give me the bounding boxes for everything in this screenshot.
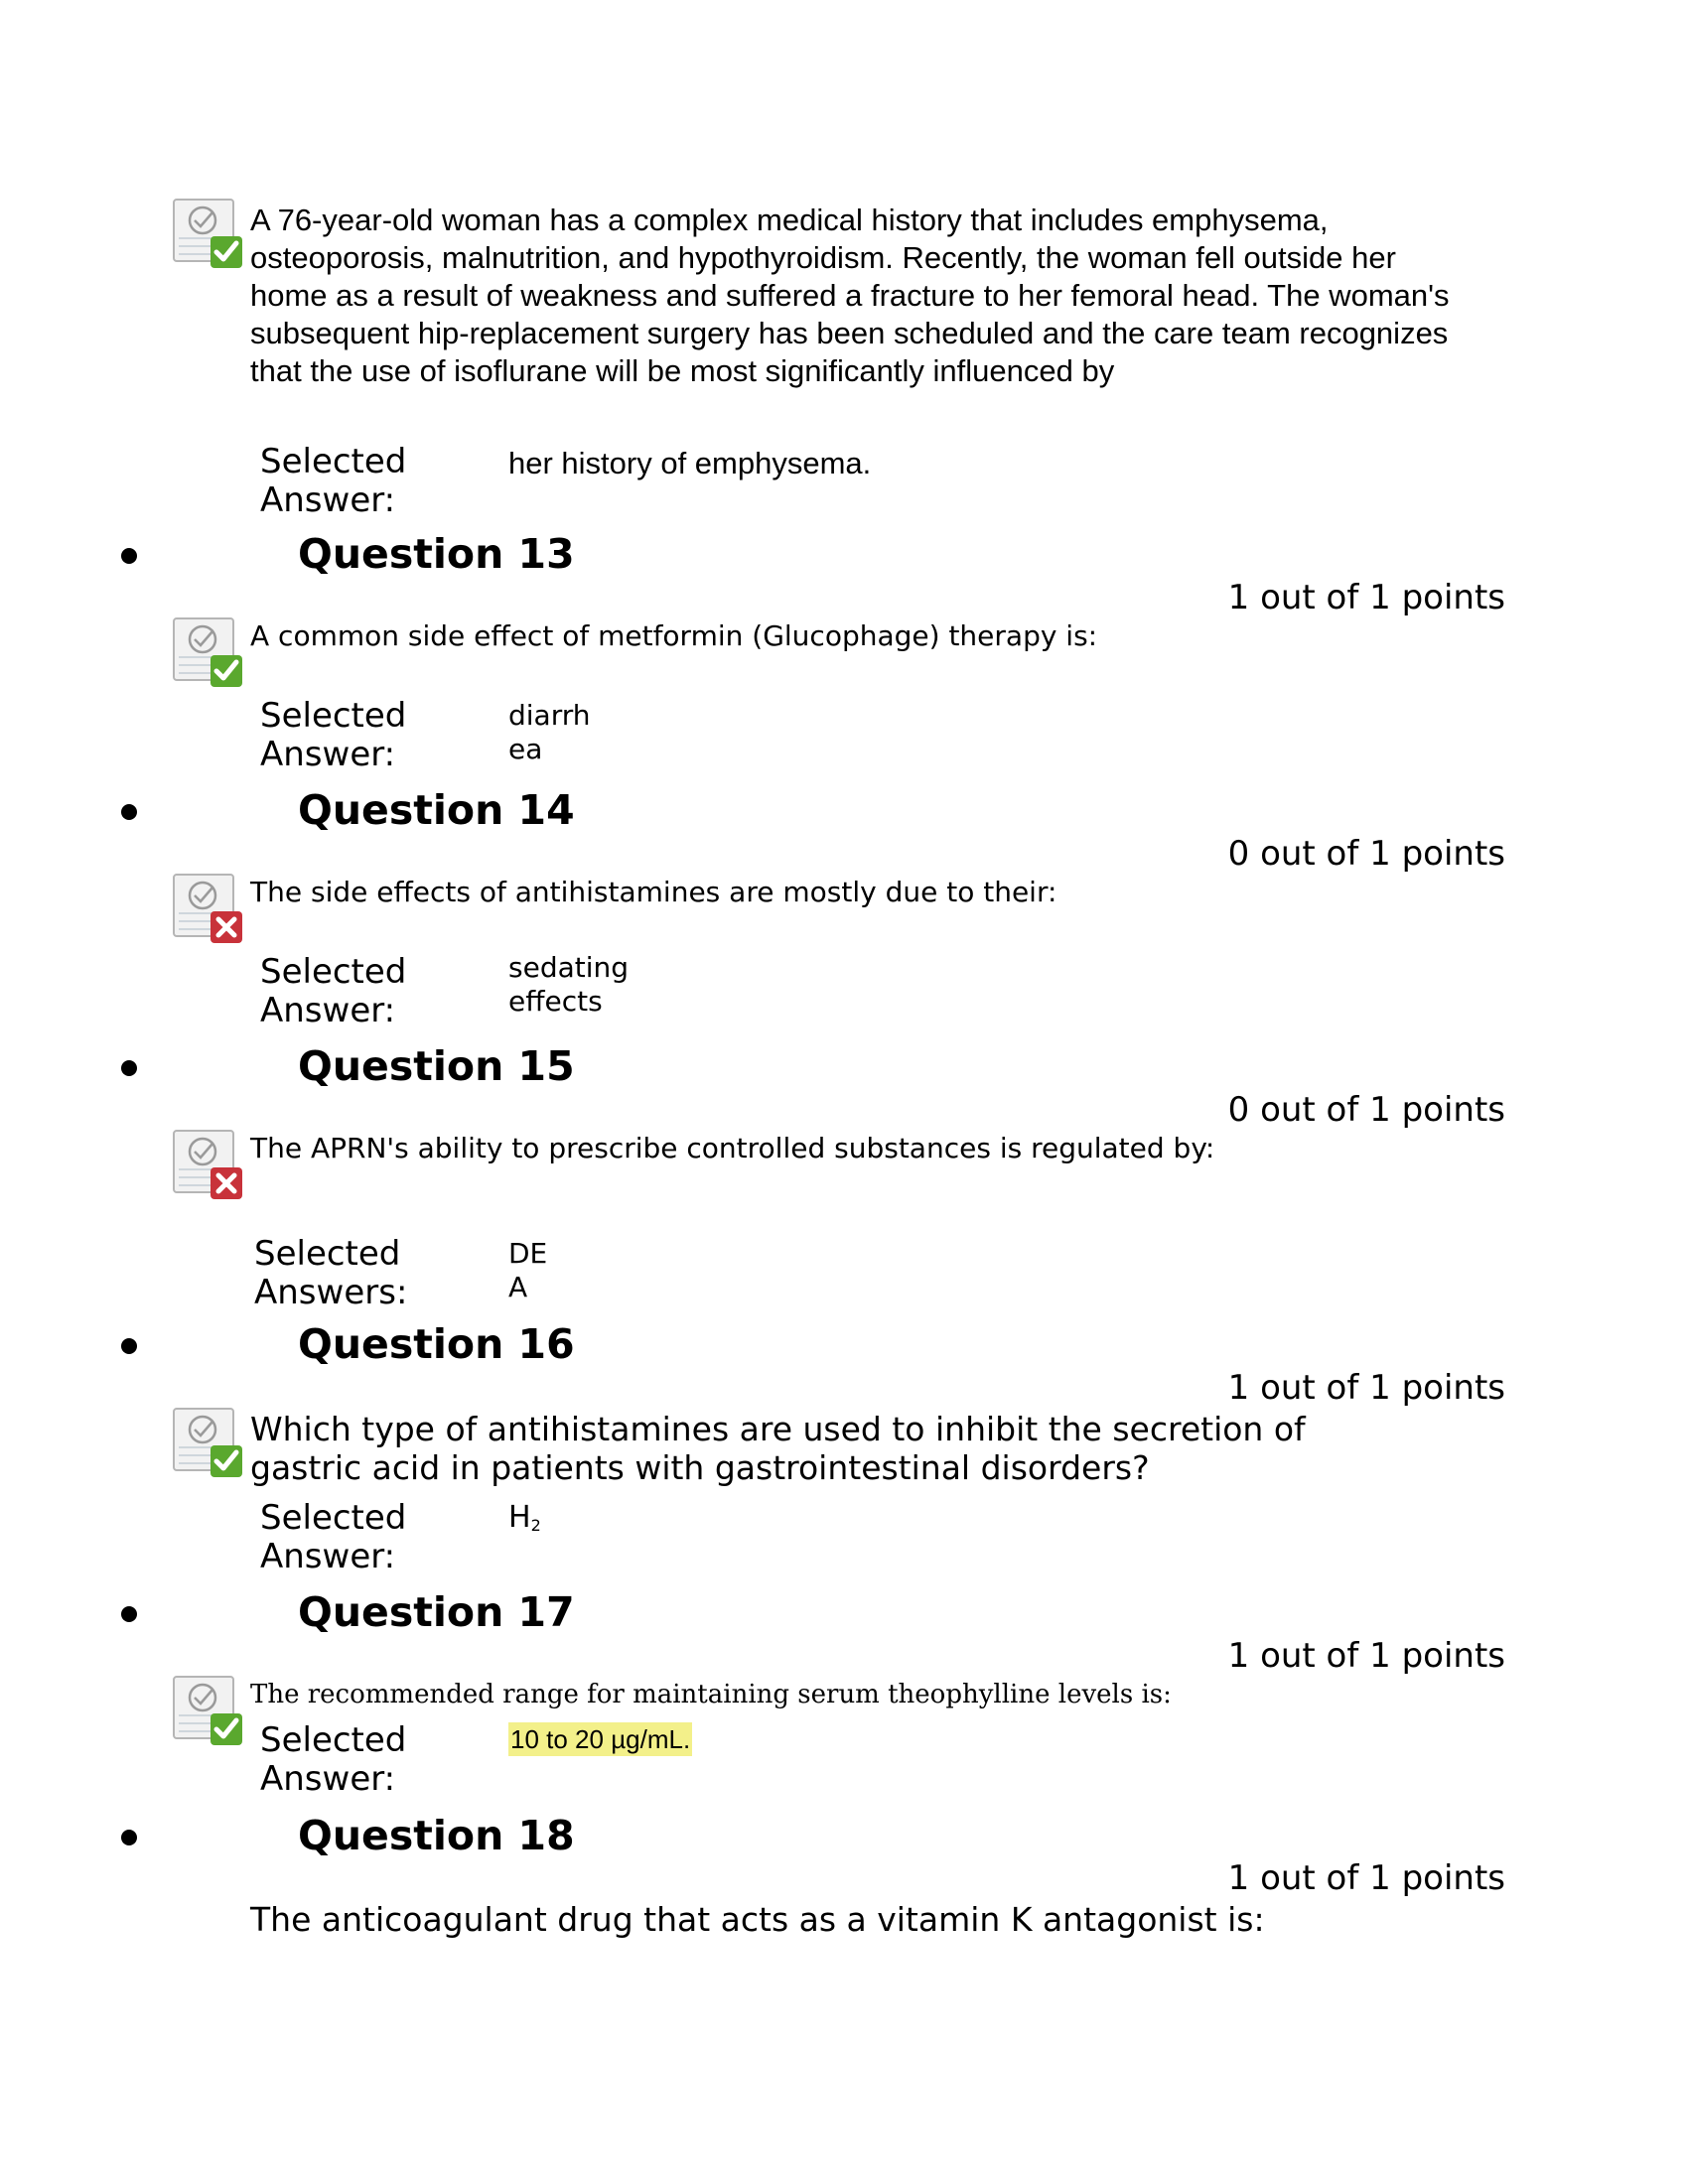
points-score: 1 out of 1 points	[1227, 578, 1505, 617]
selected-answer-value: her history of emphysema.	[508, 446, 872, 480]
selected-answer-label: Selected Answer:	[260, 442, 407, 520]
correct-icon	[173, 1408, 244, 1479]
selected-answer-value: 10 to 20 µg/mL.	[510, 1724, 691, 1754]
question-title: Question 17	[298, 1588, 575, 1636]
selected-answer-value: DEA	[508, 1237, 548, 1303]
question-title: Question 13	[298, 530, 575, 578]
list-bullet	[121, 548, 137, 564]
question-text: A 76-year-old woman has a complex medical history that includes emphysema, osteoporosis, malnutrition, and hypothyroidism. Recently, the woman fell outside her home as a result of weakness and suffered a fracture to her femoral head. The woman's subsequent hip-replacement surgery has been scheduled and the care team recognizes that the use of isoflurane will be most significantly influenced by	[250, 203, 1450, 388]
selected-answer-label: Selected Answer:	[260, 952, 407, 1030]
points-score: 1 out of 1 points	[1227, 1858, 1505, 1898]
list-bullet	[121, 804, 137, 820]
selected-answer-label: Selected Answer:	[260, 1720, 407, 1799]
list-bullet	[121, 1606, 137, 1622]
list-bullet	[121, 1830, 137, 1845]
selected-answer-label: Selected Answer:	[260, 696, 407, 774]
points-score: 0 out of 1 points	[1227, 1090, 1505, 1130]
selected-answers-label: Selected Answers:	[254, 1234, 408, 1312]
question-title: Question 15	[298, 1042, 575, 1090]
question-title: Question 18	[298, 1812, 575, 1859]
question-text: Which type of antihistamines are used to inhibit the secretion of gastric acid in patients with gastrointestinal disorders?	[250, 1410, 1306, 1487]
question-title: Question 16	[298, 1320, 575, 1368]
incorrect-icon	[173, 1130, 244, 1201]
points-score: 0 out of 1 points	[1227, 834, 1505, 874]
points-score: 1 out of 1 points	[1227, 1368, 1505, 1408]
incorrect-icon	[173, 874, 244, 945]
list-bullet	[121, 1060, 137, 1076]
list-bullet	[121, 1338, 137, 1354]
selected-answer-value: $H_2$	[508, 1500, 541, 1535]
selected-answer-value: sedating effects	[508, 951, 630, 1018]
selected-answer-value: diarrhea	[508, 699, 591, 765]
question-text: The anticoagulant drug that acts as a vitamin K antagonist is:	[250, 1900, 1265, 1939]
correct-icon	[173, 1676, 244, 1747]
question-text: The side effects of antihistamines are mostly due to their:	[250, 876, 1057, 908]
correct-icon	[173, 199, 244, 270]
selected-answer-label: Selected Answer:	[260, 1498, 407, 1576]
correct-icon	[173, 617, 244, 689]
points-score: 1 out of 1 points	[1227, 1636, 1505, 1676]
question-title: Question 14	[298, 786, 575, 834]
question-text: The recommended range for maintaining serum theophylline levels is:	[250, 1680, 1172, 1709]
question-text: A common side effect of metformin (Glucophage) therapy is:	[250, 619, 1098, 652]
question-text: The APRN's ability to prescribe controlled substances is regulated by:	[250, 1132, 1215, 1164]
